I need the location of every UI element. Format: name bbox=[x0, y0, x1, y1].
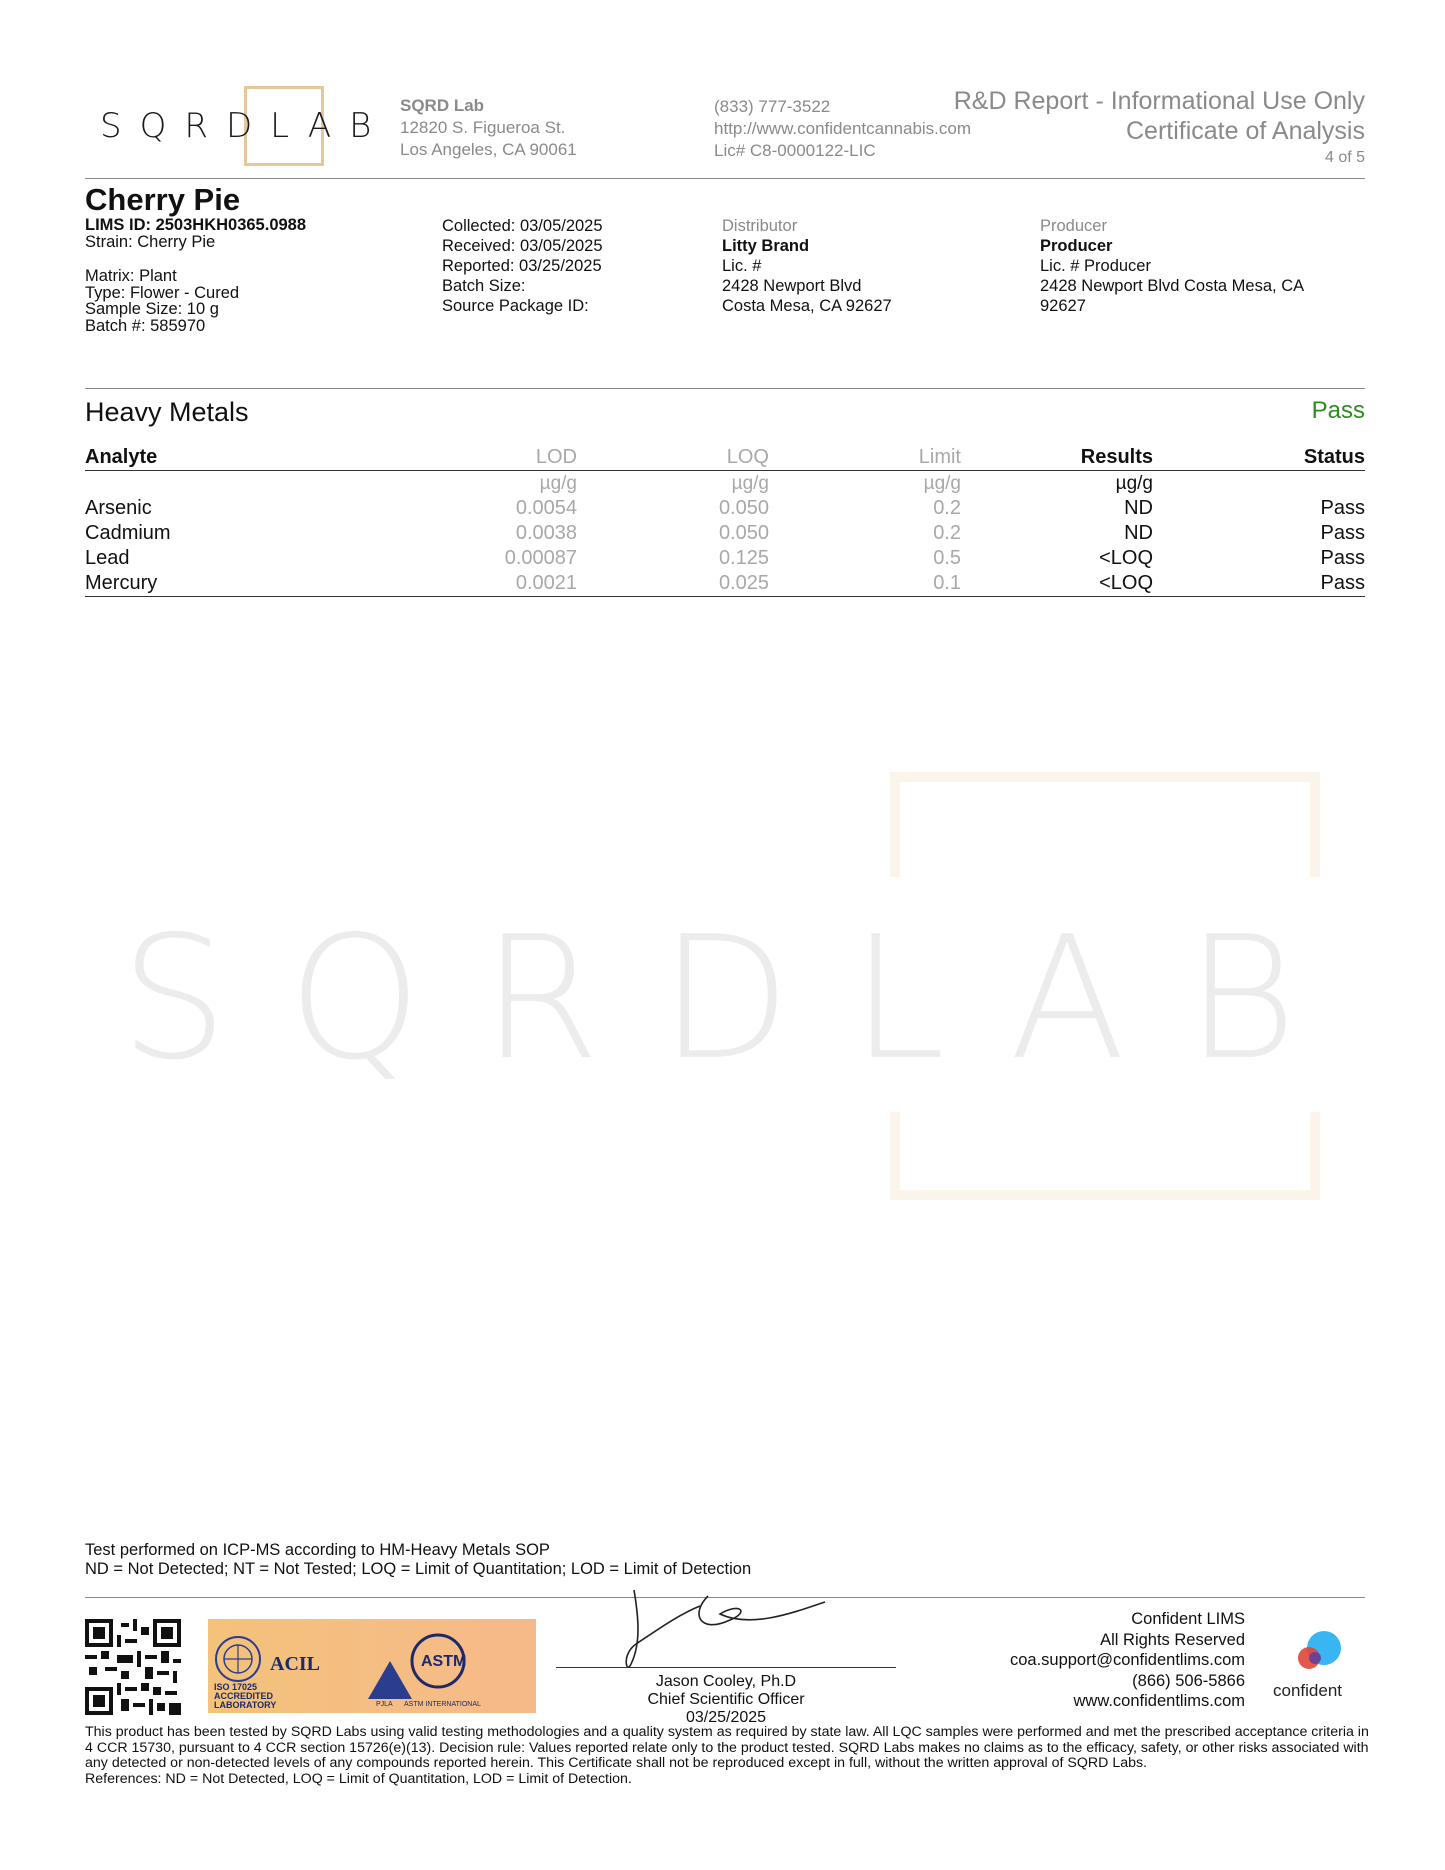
acil-logo: ACIL bbox=[270, 1653, 321, 1675]
unit-cell: µg/g bbox=[923, 473, 961, 494]
iso-label: ISO 17025 bbox=[214, 1682, 258, 1692]
lab-phone: (833) 777-3522 bbox=[714, 97, 831, 116]
lab-address2: Los Angeles, CA 90061 bbox=[400, 140, 577, 159]
page-number: 4 of 5 bbox=[1324, 149, 1365, 166]
signature-image bbox=[620, 1584, 840, 1674]
loq-cell: 0.125 bbox=[718, 547, 769, 569]
lab-website[interactable]: http://www.confidentcannabis.com bbox=[714, 119, 972, 138]
lims-id: LIMS ID: 2503HKH0365.0988 bbox=[85, 216, 307, 234]
lims-name: Confident LIMS bbox=[1131, 1610, 1245, 1628]
reported-date: Reported: 03/25/2025 bbox=[442, 257, 602, 275]
accreditation-badges bbox=[208, 1619, 536, 1713]
lod-cell: 0.00087 bbox=[504, 547, 577, 569]
signer-block bbox=[556, 1673, 896, 1727]
distributor-address2: Costa Mesa, CA 92627 bbox=[722, 297, 892, 315]
limit-cell: 0.5 bbox=[933, 547, 961, 569]
iso-laboratory: LABORATORY bbox=[214, 1700, 277, 1710]
limit-cell: 0.2 bbox=[933, 522, 961, 544]
col-analyte: Analyte bbox=[85, 444, 385, 471]
table-row bbox=[85, 496, 1365, 521]
unit-cell: µg/g bbox=[731, 473, 769, 494]
lims-rights: All Rights Reserved bbox=[1100, 1630, 1245, 1649]
col-status: Status bbox=[1153, 444, 1365, 471]
astm-international: ASTM INTERNATIONAL bbox=[404, 1701, 481, 1708]
report-heading bbox=[954, 86, 1365, 170]
unit-cell: µg/g bbox=[539, 473, 577, 494]
abbreviation-legend: ND = Not Detected; NT = Not Tested; LOQ = Limit of Quantitation; LOD = Limit of Detection bbox=[85, 1560, 752, 1578]
report-type: R&D Report - Informational Use Only bbox=[953, 87, 1365, 115]
sample-divider bbox=[85, 388, 1365, 389]
confident-logo-text: confident bbox=[1273, 1681, 1342, 1700]
analyte-cell: Cadmium bbox=[85, 522, 171, 544]
lims-email[interactable]: coa.support@confidentlims.com bbox=[1009, 1651, 1245, 1669]
iso-accredited: ACCREDITED bbox=[214, 1691, 274, 1701]
method-notes bbox=[85, 1541, 751, 1579]
disclaimer bbox=[85, 1725, 1370, 1787]
iso-badge-text bbox=[214, 1683, 276, 1710]
analyte-cell: Mercury bbox=[85, 571, 385, 597]
method-text: Test performed on ICP-MS according to HM-Heavy Metals SOP bbox=[85, 1541, 550, 1559]
col-limit: Limit bbox=[769, 444, 961, 471]
signer-name: Jason Cooley, Ph.D bbox=[655, 1673, 797, 1690]
status-cell: Pass bbox=[1320, 547, 1365, 569]
lims-contact bbox=[1010, 1609, 1245, 1712]
units-row bbox=[85, 471, 1365, 497]
confident-logo-icon bbox=[1277, 1630, 1357, 1676]
loq-cell: 0.050 bbox=[718, 497, 769, 519]
table-header bbox=[85, 444, 1365, 471]
loq-cell: 0.025 bbox=[577, 571, 769, 597]
sample-dates bbox=[442, 216, 603, 316]
watermark-frame-top bbox=[890, 772, 1320, 877]
distributor-license: Lic. # bbox=[722, 257, 762, 275]
analyte-cell: Lead bbox=[85, 547, 130, 569]
lims-phone: (866) 506-5866 bbox=[1132, 1671, 1245, 1690]
distributor-label: Distributor bbox=[722, 217, 798, 235]
status-cell: Pass bbox=[1320, 497, 1365, 519]
unit-cell bbox=[1153, 471, 1365, 497]
limit-cell: 0.2 bbox=[933, 497, 961, 519]
watermark: SQRDLAB bbox=[120, 900, 1357, 1098]
lims-website[interactable]: www.confidentlims.com bbox=[1073, 1692, 1245, 1710]
watermark-frame-bottom bbox=[890, 1112, 1320, 1200]
references-text: References: ND = Not Detected, LOQ = Limit of Quantitation, LOD = Limit of Detection. bbox=[85, 1770, 632, 1787]
unit-cell: µg/g bbox=[1115, 473, 1153, 494]
batch-size: Batch Size: bbox=[442, 277, 526, 295]
source-package-id: Source Package ID: bbox=[442, 297, 589, 315]
pjla-logo: PJLA bbox=[376, 1701, 393, 1708]
col-results: Results bbox=[961, 444, 1153, 471]
unit-cell bbox=[85, 471, 385, 497]
report-title: Certificate of Analysis bbox=[1126, 117, 1365, 145]
confident-logo bbox=[1273, 1630, 1357, 1701]
matrix: Matrix: Plant bbox=[85, 267, 177, 285]
header-divider bbox=[85, 178, 1365, 179]
section-status: Pass bbox=[1311, 397, 1365, 424]
result-cell: <LOQ bbox=[1099, 547, 1153, 569]
signer-title: Chief Scientific Officer bbox=[647, 1691, 805, 1708]
producer-license: Lic. # Producer bbox=[1040, 257, 1151, 275]
loq-cell: 0.050 bbox=[718, 522, 769, 544]
lab-license: Lic# C8-0000122-LIC bbox=[714, 141, 876, 160]
disclaimer-text: This product has been tested by SQRD Labs using valid testing methodologies and a quality system as required by state law. All LQC samples were performed and met the prescribed acceptance criteria in 4 CCR 15730, pursuant to 4 CCR section 15726(e)(13). Decision rule: Values reported relate only to the product tested. SQRD Labs makes no claims as to the efficacy, safety, or other risks associated with any detected or non-detected levels of any compounds reported herein. This Certificate shall not be reproduced except in full, without the written approval of SQRD Labs. bbox=[85, 1724, 1369, 1771]
batch-number: Batch #: 585970 bbox=[85, 316, 206, 335]
sample-type: Type: Flower - Cured bbox=[85, 283, 240, 302]
sample-size: Sample Size: 10 g bbox=[85, 300, 219, 318]
table-row bbox=[85, 546, 1365, 571]
lod-cell: 0.0054 bbox=[515, 497, 577, 519]
status-cell: Pass bbox=[1153, 571, 1365, 597]
col-loq: LOQ bbox=[577, 444, 769, 471]
producer-name: Producer bbox=[1040, 237, 1113, 255]
table-row bbox=[85, 571, 1365, 597]
received-date: Received: 03/05/2025 bbox=[442, 237, 603, 255]
lab-info bbox=[400, 95, 577, 161]
lod-cell: 0.0038 bbox=[515, 522, 577, 544]
col-lod: LOD bbox=[385, 444, 577, 471]
producer-address2: 92627 bbox=[1040, 297, 1086, 315]
lod-cell: 0.0021 bbox=[385, 571, 577, 597]
table-row bbox=[85, 521, 1365, 546]
status-cell: Pass bbox=[1320, 522, 1365, 544]
result-cell: ND bbox=[1124, 522, 1153, 544]
analyte-cell: Arsenic bbox=[85, 497, 152, 519]
result-cell: ND bbox=[1124, 497, 1153, 519]
sign-date: 03/25/2025 bbox=[685, 1709, 767, 1726]
producer-info bbox=[1040, 216, 1304, 316]
logo: SQRDLAB bbox=[100, 106, 390, 146]
section-title: Heavy Metals bbox=[85, 397, 249, 427]
distributor-info bbox=[722, 216, 892, 316]
collected-date: Collected: 03/05/2025 bbox=[442, 217, 603, 235]
producer-address1: 2428 Newport Blvd Costa Mesa, CA bbox=[1040, 277, 1305, 295]
limit-cell: 0.1 bbox=[769, 571, 961, 597]
lab-address1: 12820 S. Figueroa St. bbox=[400, 118, 566, 137]
sample-details bbox=[85, 217, 306, 334]
strain: Strain: Cherry Pie bbox=[85, 232, 216, 251]
heavy-metals-table bbox=[85, 444, 1365, 597]
qr-code-icon[interactable] bbox=[85, 1619, 181, 1715]
astm-logo: ASTM bbox=[421, 1653, 467, 1670]
distributor-name: Litty Brand bbox=[722, 237, 810, 255]
lab-contact bbox=[714, 96, 971, 162]
lab-name: SQRD Lab bbox=[400, 96, 485, 115]
signature-line bbox=[556, 1667, 896, 1668]
result-cell: <LOQ bbox=[961, 571, 1153, 597]
distributor-address1: 2428 Newport Blvd bbox=[722, 277, 862, 295]
producer-label: Producer bbox=[1040, 217, 1107, 235]
sample-name: Cherry Pie bbox=[85, 182, 241, 217]
